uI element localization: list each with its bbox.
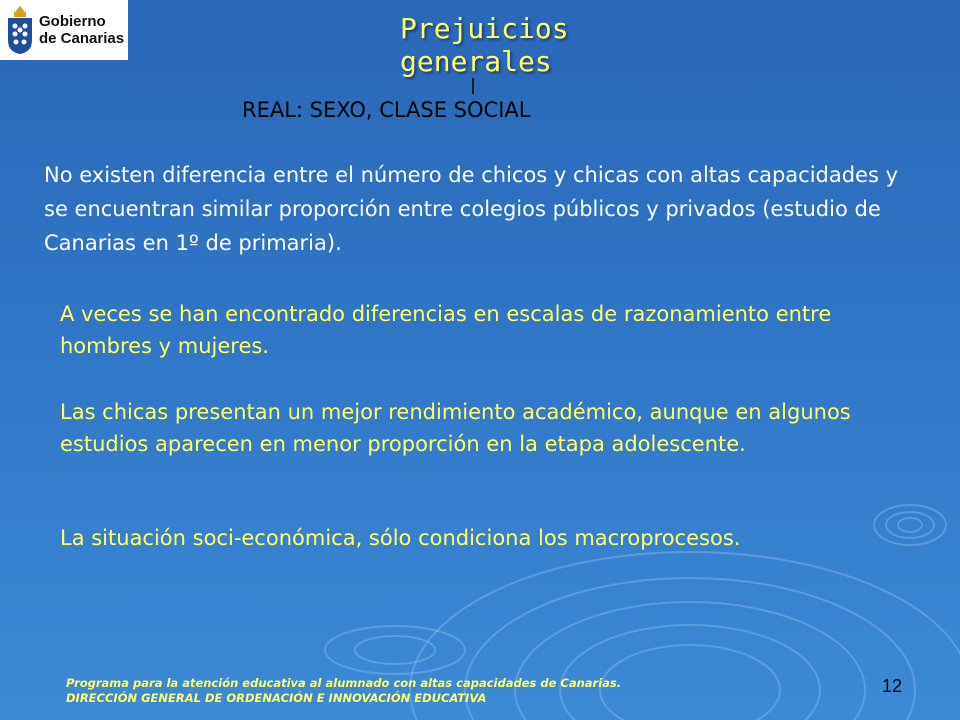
page-number: 12 <box>882 676 903 696</box>
logo-line-2: de Canarias <box>39 30 125 47</box>
paragraph-socioeconomic: La situación soci-económica, sólo condiciona los macroprocesos. <box>60 526 741 550</box>
slide-title: Prejuicios generales <box>400 12 569 78</box>
text-cursor <box>472 78 474 94</box>
gobierno-canarias-logo <box>0 0 128 60</box>
paragraph-reasoning: A veces se han encontrado diferencias en escalas de razonamiento entre hombres y mujeres. <box>60 302 832 358</box>
footer-department: DIRECCIÓN GENERAL DE ORDENACIÓN E INNOVACIÓN EDUCATIVA <box>66 691 487 705</box>
coat-of-arms-icon <box>5 4 35 56</box>
slide-subtitle: REAL: SEXO, CLASE SOCIAL <box>242 98 531 122</box>
footer-program: Programa para la atención educativa al alumnado con altas capacidades de Canarias. <box>66 676 622 690</box>
slide-footer <box>66 676 766 706</box>
logo-line-1: Gobierno <box>39 13 106 30</box>
paragraph-statistics: No existen diferencia entre el número de chicos y chicas con altas capacidades y se encuentran similar proporción entre colegios públicos y privados (estudio de Canarias en 1º de primaria). <box>44 163 899 255</box>
paragraph-performance: Las chicas presentan un mejor rendimiento académico, aunque en algunos estudios aparecen en menor proporción en la etapa adolescente. <box>60 400 851 456</box>
